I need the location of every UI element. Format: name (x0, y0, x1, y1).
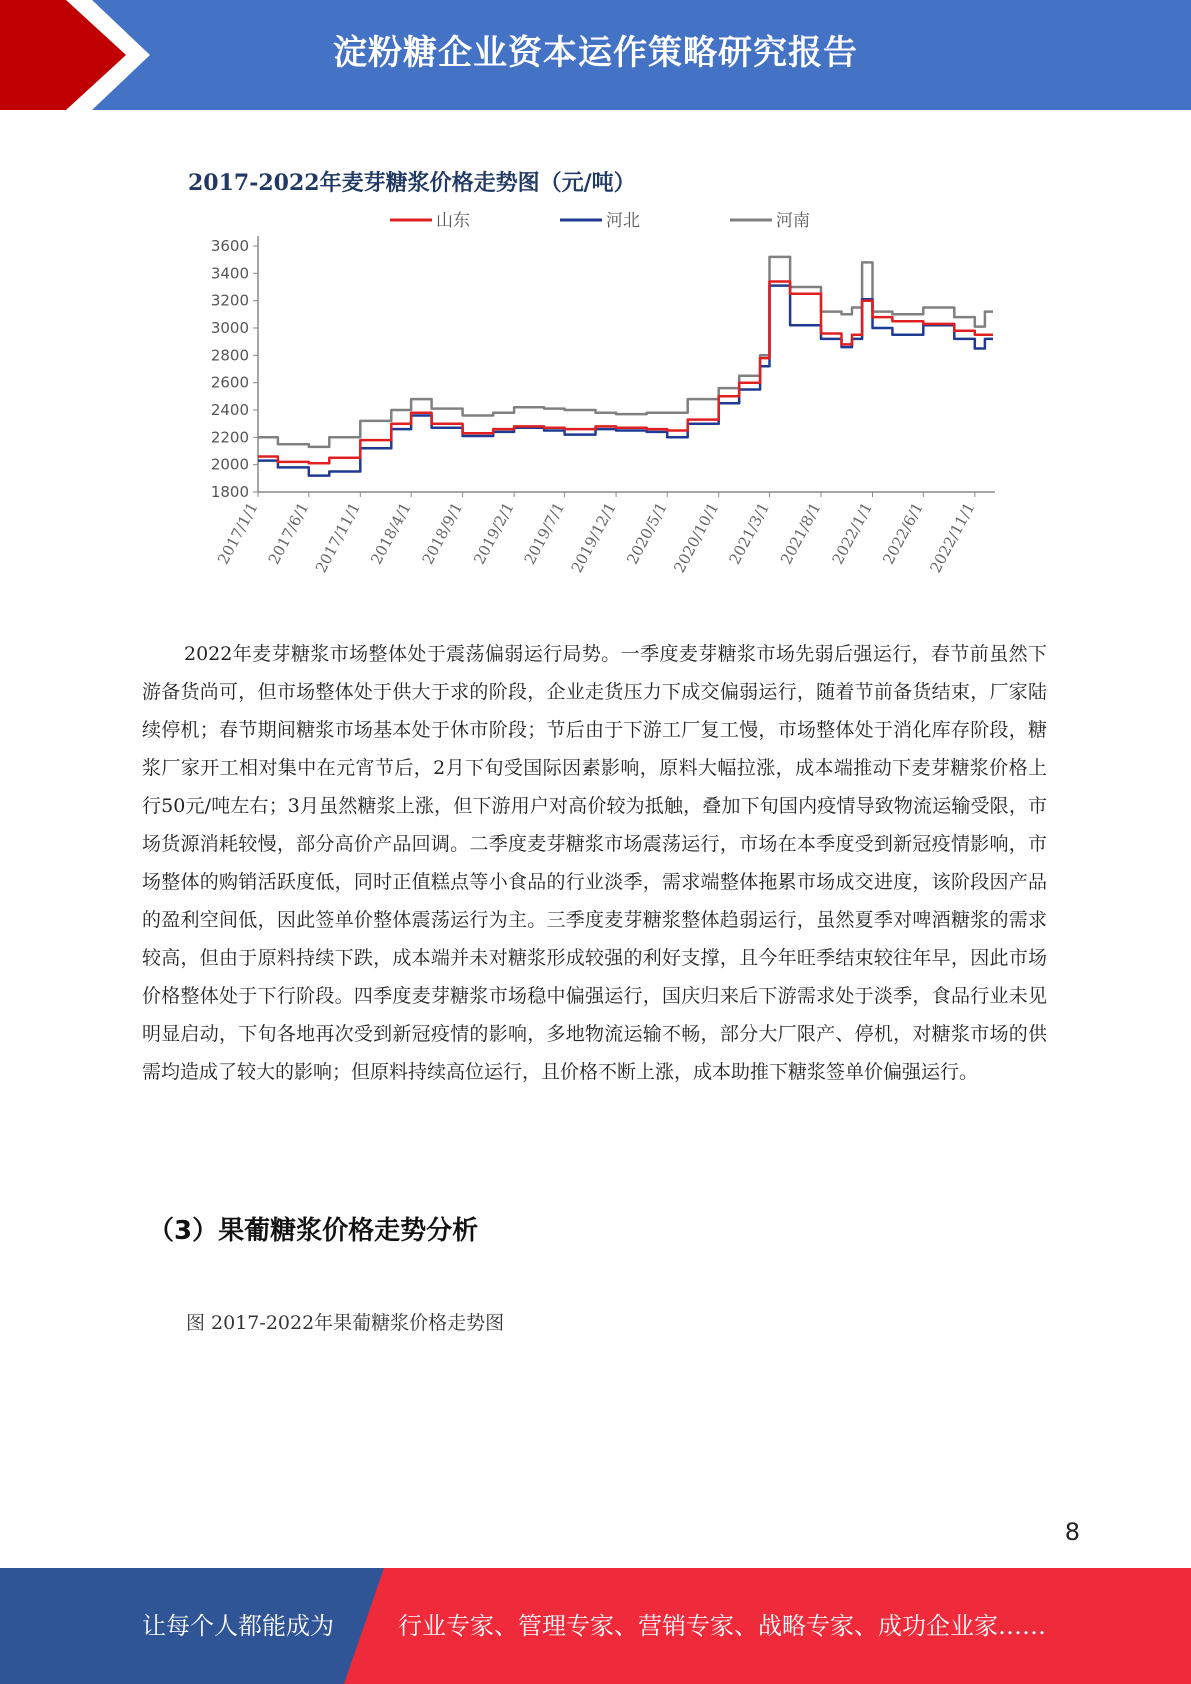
y-tick-label: 2600 (210, 373, 249, 392)
x-tick-label: 2018/4/1 (367, 499, 415, 568)
x-tick-label: 2020/10/1 (670, 499, 723, 576)
page-header (0, 0, 1191, 110)
series-line-hebei (258, 286, 993, 476)
report-title: 淀粉糖企业资本运作策略研究报告 (333, 33, 858, 73)
x-tick-label: 2022/11/1 (926, 499, 979, 576)
figure-caption: 图 2017-2022年果葡糖浆价格走势图 (186, 1312, 505, 1334)
y-tick-label: 3200 (210, 291, 249, 310)
x-tick-label: 2020/5/1 (623, 499, 671, 568)
x-tick-label: 2022/6/1 (879, 499, 927, 568)
x-tick-label: 2019/2/1 (470, 499, 518, 568)
chart-axes (211, 236, 995, 576)
y-tick-label: 2000 (210, 455, 249, 474)
x-tick-label: 2017/1/1 (214, 499, 262, 568)
footer-slogan-right: 行业专家、管理专家、营销专家、战略专家、成功企业家…… (398, 1612, 1046, 1640)
x-tick-label: 2019/7/1 (520, 499, 569, 568)
maltose-price-chart (180, 160, 1020, 600)
y-tick-label: 3000 (210, 319, 249, 337)
legend-label: 山东 (436, 211, 470, 231)
x-tick-label: 2021/8/1 (777, 499, 825, 568)
legend-label: 河南 (776, 211, 810, 231)
y-tick-label: 1800 (210, 483, 249, 501)
section-heading: （3）果葡糖浆价格走势分析 (148, 1216, 479, 1246)
x-tick-label: 2021/3/1 (725, 499, 774, 568)
page-footer (0, 1568, 1191, 1684)
y-tick-label: 2200 (210, 428, 249, 447)
x-tick-label: 2022/1/1 (828, 499, 877, 568)
x-tick-label: 2017/11/1 (311, 499, 364, 576)
footer-slogan-left: 让每个人都能成为 (142, 1612, 334, 1640)
y-tick-label: 2400 (210, 401, 249, 419)
y-tick-label: 3600 (210, 237, 249, 255)
y-tick-label: 3400 (210, 264, 249, 283)
body-paragraph: 2022年麦芽糖浆市场整体处于震荡偏弱运行局势。一季度麦芽糖浆市场先弱后强运行，春节前虽然下游备货尚可，但市场整体处于供大于求的阶段，企业走货压力下成交偏弱运行，随着节前备货结束，厂家陆续停机；春节期间糖浆市场基本处于休市阶段；节后由于下游工厂复工慢，市场整体处于消化库存阶段，糖浆厂家开工相对集中在元宵节后，2月下旬受国际因素影响，原料大幅拉涨，成本端推动下麦芽糖浆价格上行50元/吨左右；3月虽然糖浆上涨，但下游用户对高价较为抵触，叠加下旬国内疫情导致物流运输受限，市场货源消耗较慢，部分高价产品回调。二季度麦芽糖浆市场震荡运行，市场在本季度受到新冠疫情影响，市场整体的购销活跃度低，同时正值糕点等小食品的行业淡季，需求端整体拖累市场成交进度，该阶段因产品的盈利空间低，因此签单价整体震荡运行为主。三季度麦芽糖浆整体趋弱运行，虽然夏季对啤酒糖浆的需求较高，但由于原料持续下跌，成本端并未对糖浆形成较强的利好支撑，且今年旺季结束较往年早，因此市场价格整体处于下行阶段。四季度麦芽糖浆市场稳中偏强运行，国庆归来后下游需求处于淡季，食品行业未见明显启动，下旬各地再次受到新冠疫情的影响，多地物流运输不畅，部分大厂限产、停机，对糖浆市场的供需均造成了较大的影响；但原料持续高位运行，且价格不断上涨，成本助推下糖浆签单价偏强运行。 (142, 643, 1047, 1083)
chart-title: 2017-2022年麦芽糖浆价格走势图（元/吨） (188, 170, 636, 196)
chart-legend (390, 211, 810, 231)
series-line-shandong (258, 282, 993, 464)
page-number: 8 (1064, 1518, 1080, 1546)
legend-label: 河北 (606, 211, 640, 231)
y-tick-label: 2800 (210, 346, 249, 365)
series-line-henan (258, 257, 993, 447)
x-tick-label: 2019/12/1 (567, 499, 620, 576)
chart-series-lines (258, 257, 993, 476)
x-tick-label: 2018/9/1 (418, 499, 467, 568)
x-tick-label: 2017/6/1 (264, 499, 313, 568)
chart-canvas (180, 160, 1020, 600)
